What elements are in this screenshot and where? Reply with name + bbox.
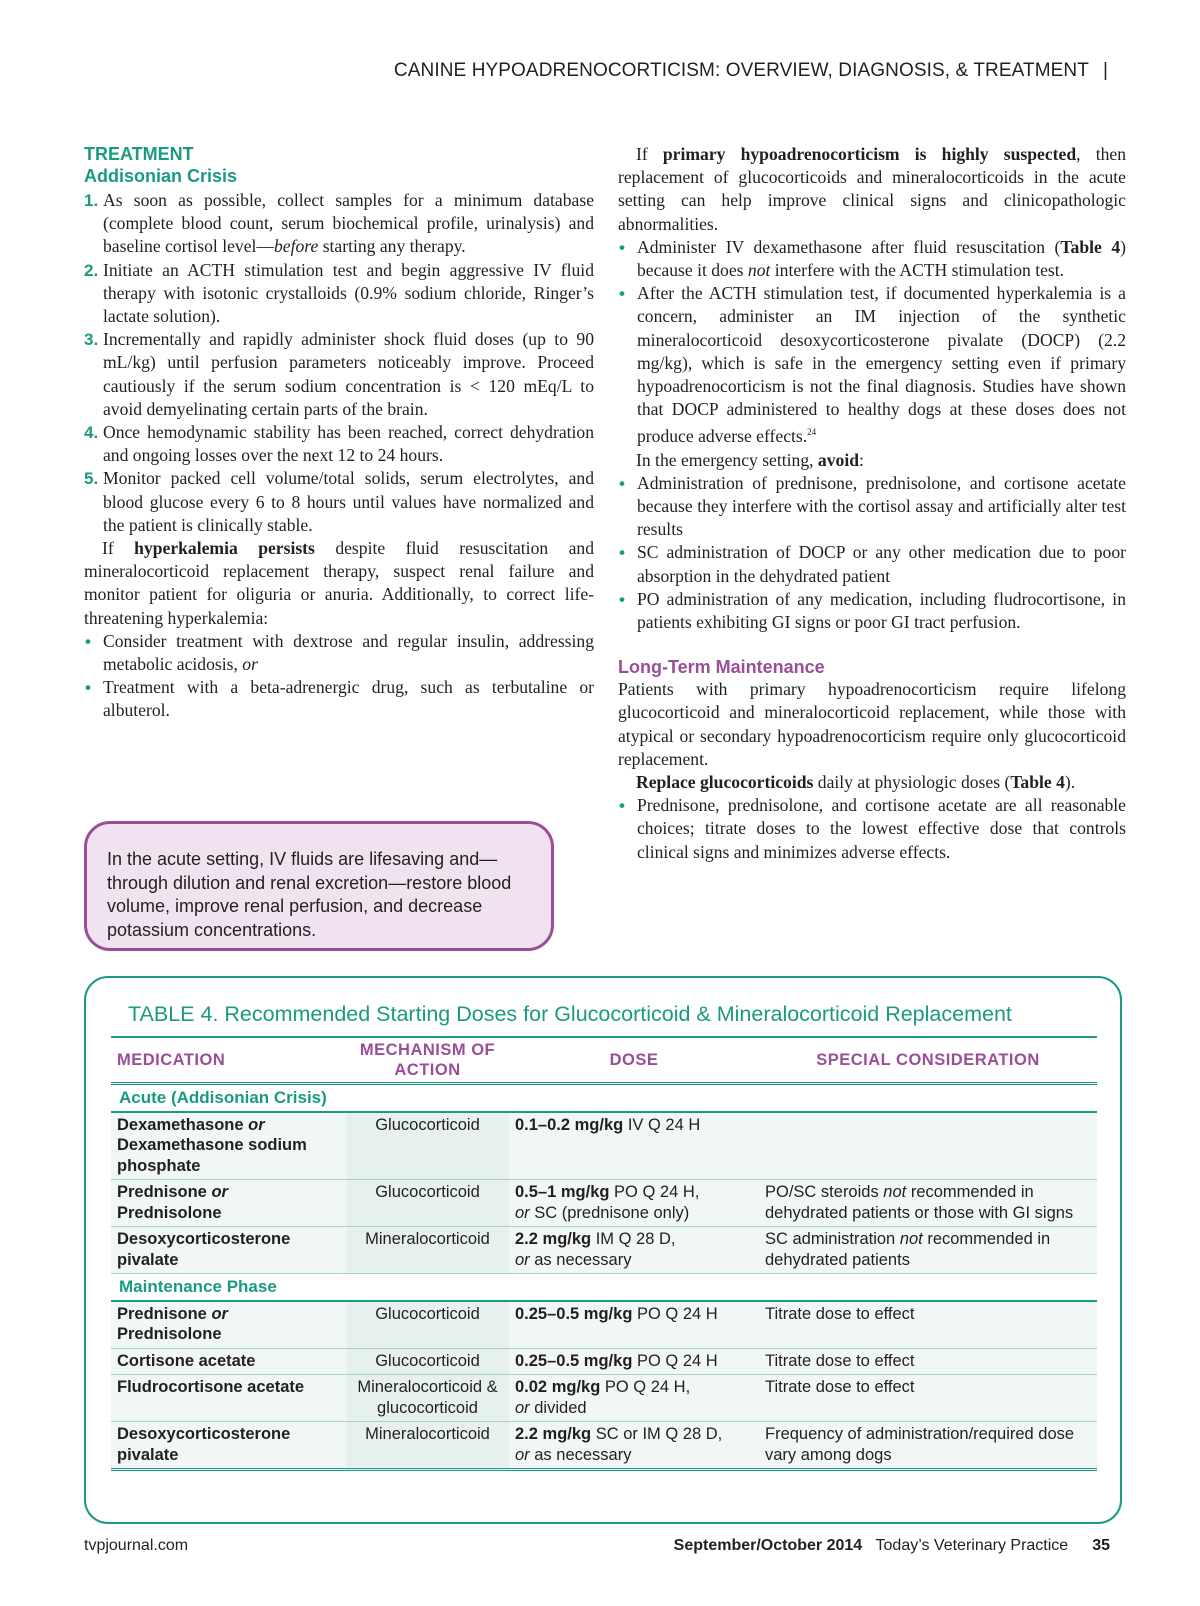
- table-ref: Table 4: [1010, 771, 1065, 792]
- emphasis: or: [515, 1203, 530, 1222]
- text: Prednisone: [117, 1304, 207, 1323]
- text: as necessary: [529, 1445, 632, 1464]
- medication-cell: Cortisone acetate: [111, 1348, 346, 1375]
- text: , then replacement of glucocorticoids and mineralocorticoids in the acute setting can help improve clinical signs and clinicopathologic abnormalities.: [618, 144, 1126, 234]
- text: :: [859, 449, 864, 470]
- right-column: [618, 143, 1126, 864]
- table-row: [111, 1422, 1097, 1470]
- text: interfere with the ACTH stimulation test.: [770, 260, 1065, 281]
- dose-cell: [509, 1227, 759, 1274]
- table-4-box: [84, 976, 1122, 1524]
- dose-cell: [509, 1180, 759, 1227]
- bullet-dot: •: [619, 284, 625, 304]
- footer-site: tvpjournal.com: [84, 1537, 189, 1554]
- step-item: [84, 328, 594, 421]
- text: SC or IM Q 28 D,: [591, 1425, 723, 1443]
- dose-cell: [509, 1112, 759, 1180]
- table-row: [111, 1375, 1097, 1422]
- bullet-item: [618, 282, 1126, 448]
- table-title: TABLE 4. Recommended Starting Doses for Glucocorticoid & Mineralocorticoid Replacement: [128, 1002, 1012, 1026]
- emphasis: or: [515, 1250, 530, 1269]
- emphasis: or: [515, 1445, 530, 1464]
- text: Administer IV dexamethasone after fluid resuscitation (: [637, 236, 1061, 257]
- step-number: 3.: [84, 330, 99, 350]
- bold-text: avoid: [817, 449, 859, 470]
- bullet-item: [618, 588, 1126, 634]
- emphasis: not: [747, 260, 771, 281]
- mechanism-cell: Glucocorticoid: [346, 1180, 509, 1227]
- text: despite fluid resuscitation and mineralocorticoid replacement therapy, suspect renal failure and monitor patient for oliguria or anuria. Additionally, to correct life-threatening hyperkalemia:: [84, 538, 594, 628]
- text: If: [102, 538, 135, 559]
- mechanism-cell: Mineralocorticoid & glucocorticoid: [346, 1375, 509, 1422]
- column-header: SPECIAL CONSIDERATION: [759, 1037, 1097, 1084]
- step-item: [84, 189, 594, 259]
- special-cell: Titrate dose to effect: [759, 1375, 1097, 1422]
- bullet-item: [84, 676, 594, 722]
- treatment-steps: [84, 189, 594, 537]
- emphasis: not: [899, 1230, 923, 1248]
- medication-cell: [111, 1180, 346, 1227]
- table-ref: Table 4: [1060, 236, 1121, 257]
- dose-cell: [509, 1375, 759, 1422]
- step-text: Once hemodynamic stability has been reached, correct dehydration and ongoing losses over the next 12 to 24 hours.: [103, 422, 594, 466]
- medication-cell: Desoxycorticosterone pivalate: [111, 1422, 346, 1470]
- special-cell: Titrate dose to effect: [759, 1348, 1097, 1375]
- table-row: [111, 1301, 1097, 1349]
- special-cell: Frequency of administration/required dose vary among dogs: [759, 1422, 1097, 1470]
- emphasis: or: [515, 1398, 530, 1417]
- replace-paragraph: [618, 771, 1126, 794]
- text: PO Q 24 H: [632, 1351, 718, 1370]
- long-term-maintenance-heading: Long-Term Maintenance: [618, 657, 825, 678]
- text: as necessary: [529, 1250, 632, 1269]
- text: ) because it does: [637, 236, 1127, 281]
- footer-journal: Today’s Veterinary Practice: [875, 1537, 1069, 1554]
- bullet-item: [618, 541, 1126, 587]
- text: IM Q 28 D,: [591, 1230, 676, 1248]
- special-cell: [759, 1180, 1097, 1227]
- column-header: DOSE: [509, 1037, 759, 1084]
- bullet-item: [618, 236, 1126, 282]
- step-number: 2.: [84, 260, 99, 280]
- section-row: [111, 1274, 1097, 1301]
- bullet-dot: •: [619, 237, 625, 257]
- mechanism-cell: Glucocorticoid: [346, 1301, 509, 1349]
- mechanism-cell: Glucocorticoid: [346, 1112, 509, 1180]
- bold-text: hyperkalemia persists: [134, 538, 315, 559]
- dose-amount: 0.25–0.5 mg/kg: [515, 1304, 633, 1323]
- special-cell: [759, 1112, 1097, 1180]
- text: PO Q 24 H: [632, 1304, 718, 1323]
- emphasis: or: [243, 1115, 265, 1134]
- section-label: Maintenance Phase: [111, 1274, 1097, 1301]
- step-item: [84, 421, 594, 467]
- medication-cell: Desoxycorticosterone pivalate: [111, 1227, 346, 1274]
- text: SC administration of DOCP or any other medication due to poor absorption in the dehydrated patient: [637, 542, 1126, 586]
- avoid-bullets: [618, 472, 1126, 634]
- text: Prednisolone: [117, 1325, 222, 1343]
- dose-cell: [509, 1348, 759, 1375]
- table-row: [111, 1180, 1097, 1227]
- step-number: 5.: [84, 469, 99, 489]
- mechanism-cell: Mineralocorticoid: [346, 1227, 509, 1274]
- dose-amount: 0.25–0.5 mg/kg: [515, 1351, 633, 1370]
- text: After the ACTH stimulation test, if documented hyperkalemia is a concern, administer an IM injection of the synthetic mineralocorticoid desoxycorticosterone pivalate (DOCP) (2.2 mg/kg), which is safe in the emergency setting even if primary hypoadrenocorticism is not the final diagnosis. Studies have shown that DOCP administered to healthy dogs at these doses does not produce adverse effects.: [637, 283, 1126, 447]
- dose-amount: 0.02 mg/kg: [515, 1378, 601, 1396]
- medication-cell: Fludrocortisone acetate: [111, 1375, 346, 1422]
- bullet-item: [618, 794, 1126, 864]
- table-header-row: [111, 1037, 1097, 1084]
- text: recommended in dehydrated patients: [765, 1230, 1051, 1269]
- dose-amount: 0.1–0.2 mg/kg: [515, 1115, 624, 1134]
- footer-info: [674, 1537, 1110, 1555]
- column-header: MECHANISM OF ACTION: [346, 1037, 509, 1084]
- column-header: MEDICATION: [111, 1037, 346, 1084]
- table-row: [111, 1112, 1097, 1180]
- text: Prednisolone: [117, 1203, 222, 1222]
- acute-bullets: [618, 236, 1126, 449]
- section-label: Acute (Addisonian Crisis): [111, 1084, 1097, 1112]
- text: recommended in dehydrated patients or those with GI signs: [765, 1183, 1074, 1222]
- step-text: starting any therapy.: [318, 236, 466, 257]
- dose-cell: [509, 1422, 759, 1470]
- medication-cell: [111, 1112, 346, 1180]
- maintenance-paragraph: Patients with primary hypoadrenocorticism require lifelong glucocorticoid and mineralocorticoid replacement, while those with atypical or secondary hypoadrenocorticism require only glucocorticoid replacement.: [618, 679, 1126, 769]
- text: Dexamethasone: [117, 1115, 244, 1134]
- page-number: 35: [1092, 1537, 1110, 1554]
- step-text: Monitor packed cell volume/total solids, serum electrolytes, and blood glucose every 6 to 8 hours until values have normalized and the patient is clinically stable.: [103, 468, 594, 535]
- dose-amount: 0.5–1 mg/kg: [515, 1183, 610, 1201]
- reference-superscript: 24: [807, 427, 817, 438]
- section-row: [111, 1084, 1097, 1112]
- text: Prednisone: [117, 1183, 207, 1201]
- text: PO Q 24 H,: [609, 1183, 700, 1201]
- step-number: 1.: [84, 191, 99, 210]
- bold-text: Replace glucocorticoids: [636, 771, 814, 792]
- text: daily at physiologic doses (: [813, 771, 1011, 792]
- step-item: [84, 467, 594, 537]
- dose-cell: [509, 1301, 759, 1349]
- intro-paragraph: [618, 143, 1126, 236]
- text: Consider treatment with dextrose and regular insulin, addressing metabolic acidosis,: [103, 630, 594, 675]
- emphasis: not: [883, 1183, 907, 1201]
- special-cell: [759, 1227, 1097, 1274]
- text: In the emergency setting,: [636, 449, 818, 470]
- running-head-title: CANINE HYPOADRENOCORTICISM: OVERVIEW, DIAGNOSIS, & TREATMENT: [393, 60, 1089, 81]
- hyperkalemia-bullets: [84, 630, 594, 723]
- text: If: [636, 144, 663, 164]
- avoid-paragraph: [618, 449, 1126, 472]
- addisonian-crisis-heading: Addisonian Crisis: [84, 166, 238, 186]
- bullet-dot: •: [619, 589, 625, 609]
- bullet-dot: •: [85, 631, 91, 651]
- replace-bullets: [618, 794, 1126, 864]
- table-row: [111, 1348, 1097, 1375]
- special-cell: Titrate dose to effect: [759, 1301, 1097, 1349]
- bullet-item: [618, 472, 1126, 542]
- text: SC (prednisone only): [529, 1203, 690, 1222]
- emphasis: or: [242, 654, 258, 675]
- hyperkalemia-paragraph: [84, 537, 594, 630]
- footer-issue: September/October 2014: [673, 1537, 863, 1554]
- treatment-heading: TREATMENT: [84, 144, 194, 164]
- bold-text: primary hypoadrenocorticism is highly suspected: [662, 144, 1077, 164]
- text: ).: [1064, 771, 1076, 792]
- mechanism-cell: Mineralocorticoid: [346, 1422, 509, 1470]
- step-item: [84, 259, 594, 329]
- callout-box: [84, 821, 554, 951]
- bullet-item: [84, 630, 594, 676]
- medication-cell: [111, 1301, 346, 1349]
- mechanism-cell: Glucocorticoid: [346, 1348, 509, 1375]
- dose-amount: 2.2 mg/kg: [515, 1230, 592, 1248]
- running-head-bar: |: [1102, 60, 1108, 81]
- bullet-dot: •: [619, 543, 625, 563]
- text: divided: [529, 1398, 587, 1417]
- text: Treatment with a beta-adrenergic drug, such as terbutaline or albuterol.: [103, 677, 594, 721]
- text: SC administration: [765, 1230, 900, 1248]
- table-row: [111, 1227, 1097, 1274]
- step-emphasis: before: [274, 236, 319, 257]
- step-text: Incrementally and rapidly administer shock fluid doses (up to 90 mL/kg) until perfusion parameters noticeably improve. Proceed cautiously if the serum sodium concentration is < 120 mEq/L to avoid demyelinating certain parts of the brain.: [103, 329, 594, 419]
- text: PO Q 24 H,: [600, 1378, 691, 1396]
- step-number: 4.: [84, 423, 99, 443]
- text: PO administration of any medication, including fludrocortisone, in patients exhibiting GI signs or poor GI tract perfusion.: [637, 588, 1126, 632]
- emphasis: or: [206, 1304, 228, 1323]
- step-text: As soon as possible, collect samples for a minimum database (complete blood count, serum biochemical profile, urinalysis) and baseline cortisol level—: [103, 190, 594, 257]
- callout-text: In the acute setting, IV fluids are lifesaving and—through dilution and renal excretion—restore blood volume, improve renal perfusion, and decrease potassium concentrations.: [107, 849, 512, 940]
- left-column: [84, 143, 594, 723]
- text: Dexamethasone sodium phosphate: [117, 1136, 307, 1175]
- text: PO/SC steroids: [765, 1183, 884, 1201]
- dose-amount: 2.2 mg/kg: [515, 1425, 592, 1443]
- running-head: [394, 60, 1108, 82]
- emphasis: or: [206, 1183, 228, 1201]
- bullet-dot: •: [619, 473, 625, 493]
- bullet-dot: •: [85, 678, 91, 698]
- text: IV Q 24 H: [623, 1115, 701, 1134]
- text: Administration of prednisone, prednisolone, and cortisone acetate because they interfere with the cortisol assay and artificially alter test results: [637, 472, 1126, 540]
- text: Prednisone, prednisolone, and cortisone acetate are all reasonable choices; titrate doses to the lowest effective dose that controls clinical signs and minimizes adverse effects.: [637, 795, 1126, 862]
- bullet-dot: •: [619, 796, 625, 816]
- step-text: Initiate an ACTH stimulation test and begin aggressive IV fluid therapy with isotonic crystalloids (0.9% sodium chloride, Ringer’s lactate solution).: [103, 259, 594, 327]
- dose-table: [111, 1036, 1097, 1471]
